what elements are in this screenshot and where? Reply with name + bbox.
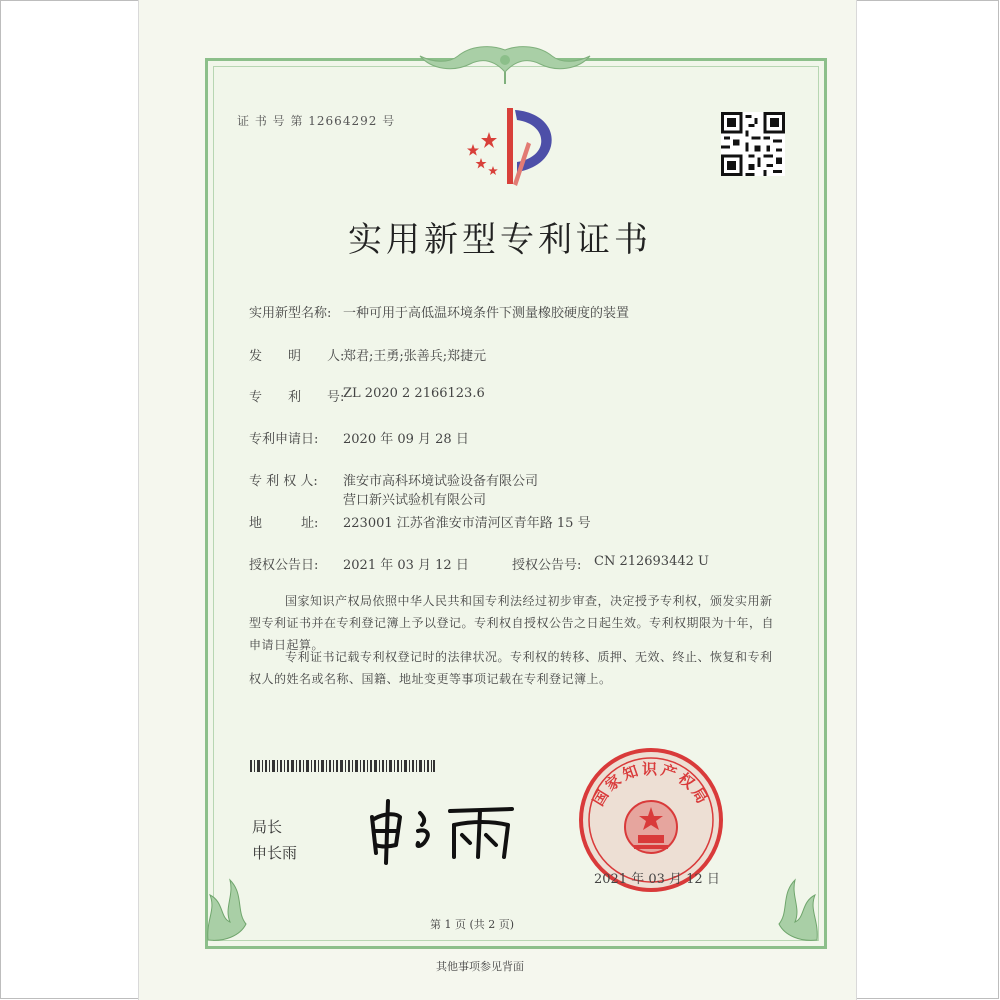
patentee-value-1: 淮安市高科环境试验设备有限公司 bbox=[343, 474, 539, 489]
utility-model-name-label: 实用新型名称: bbox=[249, 306, 332, 321]
address-label: 地 址: bbox=[249, 516, 319, 531]
grant-statement-paragraph: 国家知识产权局依照中华人民共和国专利法经过初步审查，决定授予专利权，颁发实用新型专利证书并在专利登记簿上予以登记。专利权自授权公告之日起生效。专利权期限为十年，自申请日起算。 bbox=[249, 594, 775, 652]
grant-number-label: 授权公告号: bbox=[512, 558, 582, 573]
barcode-icon bbox=[250, 760, 435, 772]
address-value: 223001 江苏省淮安市清河区青年路 15 号 bbox=[343, 516, 591, 531]
grant-date-label: 授权公告日: bbox=[249, 558, 319, 573]
patent-number-value: ZL 2020 2 2166123.6 bbox=[343, 386, 485, 401]
grant-date-value: 2021 年 03 月 12 日 bbox=[343, 558, 469, 573]
certificate-number-value: 12664292 bbox=[308, 114, 378, 128]
certificate-number-label: 证 书 号 第 bbox=[237, 114, 304, 128]
corner-ornament-bottom-left-icon bbox=[200, 850, 260, 945]
seal-date: 2021 年 03 月 12 日 bbox=[594, 872, 720, 887]
legal-status-paragraph: 专利证书记载专利权登记时的法律状况。专利权的转移、质押、无效、终止、恢复和专利权人的姓名或名称、国籍、地址变更等事项记载在专利登记簿上。 bbox=[249, 650, 773, 686]
patentee-value-2: 营口新兴试验机有限公司 bbox=[343, 493, 487, 508]
page-number: 第 1 页 (共 2 页) bbox=[430, 918, 515, 931]
director-name: 申长雨 bbox=[252, 844, 298, 862]
footer-note: 其他事项参见背面 bbox=[436, 960, 524, 973]
certificate-number bbox=[237, 112, 395, 129]
qr-code-icon bbox=[721, 112, 785, 176]
grant-number-value: CN 212693442 U bbox=[594, 554, 709, 569]
inventor-label: 发 明 人: bbox=[249, 349, 345, 364]
patent-number-label: 专 利 号: bbox=[249, 390, 345, 405]
certificate-number-suffix: 号 bbox=[382, 114, 396, 128]
top-ornament-icon bbox=[410, 42, 600, 86]
utility-model-name-value: 一种可用于高低温环境条件下测量橡胶硬度的装置 bbox=[343, 306, 630, 321]
handwritten-signature bbox=[362, 795, 522, 865]
patentee-label: 专 利 权 人: bbox=[249, 474, 318, 489]
cnipa-logo-icon bbox=[455, 104, 567, 188]
corner-ornament-bottom-right-icon bbox=[765, 850, 825, 945]
application-date-value: 2020 年 09 月 28 日 bbox=[343, 432, 469, 447]
director-title: 局长 bbox=[252, 818, 283, 836]
inventor-value: 郑君;王勇;张善兵;郑捷元 bbox=[343, 349, 487, 364]
application-date-label: 专利申请日: bbox=[249, 432, 319, 447]
seal-text: 国家知识产权局 bbox=[589, 760, 713, 810]
certificate-title: 实用新型专利证书 bbox=[348, 220, 652, 260]
